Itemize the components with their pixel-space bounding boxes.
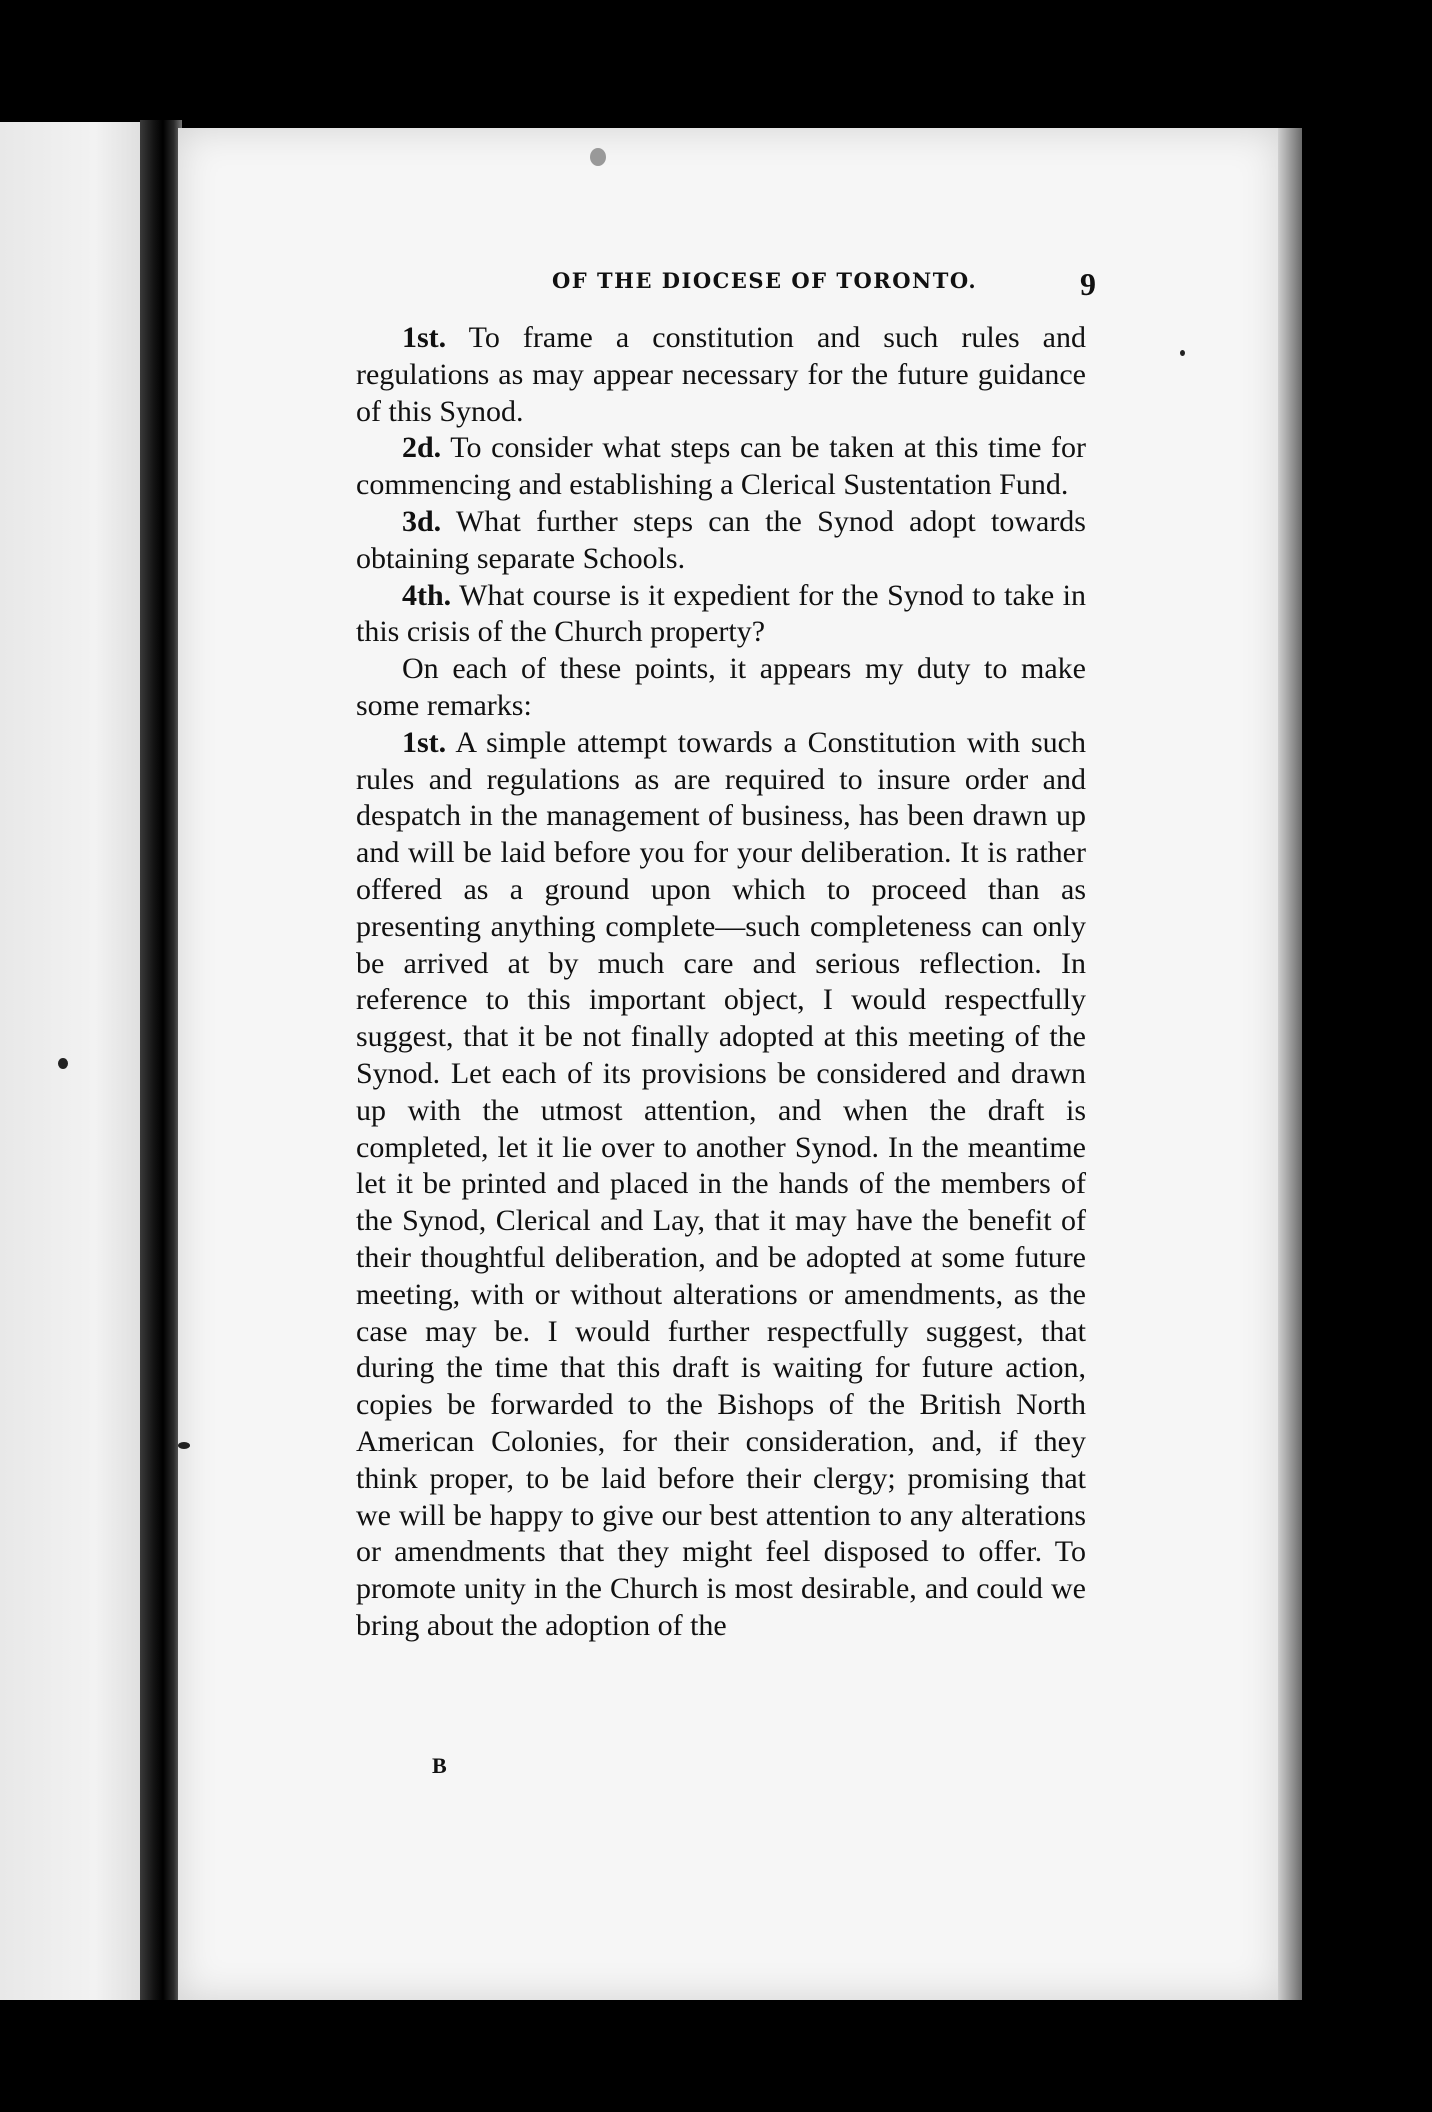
- paragraph: [356, 504, 1086, 578]
- paragraph-text: To consider what steps can be taken at this time for commencing and establishing a Clerical Sustentation Fund.: [356, 431, 1086, 502]
- item-label: 4th.: [402, 578, 452, 612]
- paragraph: [356, 320, 1086, 430]
- page-edge: [1278, 128, 1302, 2000]
- book-gutter: [140, 120, 182, 2000]
- left-facing-page: [0, 122, 158, 2000]
- ink-speck: [58, 1058, 68, 1069]
- item-label: 1st.: [402, 321, 447, 354]
- paragraph: [356, 725, 1086, 1645]
- signature-mark: B: [432, 1753, 447, 1778]
- item-label: 1st.: [402, 725, 447, 759]
- item-label: 2d.: [402, 431, 442, 465]
- ink-speck: [178, 1442, 190, 1449]
- paragraph: [356, 578, 1086, 652]
- paragraph-text: What further steps can the Synod adopt towards obtaining separate Schools.: [356, 504, 1086, 575]
- paragraph-text: A simple attempt towards a Constitution with such rules and regulations as are required to insure order and despatch in the management of business, has been drawn up and will be laid before you for your deliberation. It is rather offered as a ground upon which to proceed than as presenting anything complete—such completeness can only be arrived at by much care and serious reflection. In reference to this important object, I would respectfully suggest, that it be not finally adopted at this meeting of the Synod. Let each of its provisions be considered and drawn up with the utmost attention, and when the draft is completed, let it lie over to another Synod. In the meantime let it be printed and placed in the hands of the members of the Synod, Clerical and Lay, that it may have the benefit of their thoughtful deliberation, and be adopted at some future meeting, with or without alterations or amendments, as the case may be. I would further respectfully suggest, that during the time that this draft is waiting for future action, copies be forwarded to the Bishops of the British North American Colonies, for their consideration, and, if they think proper, to be laid before their clergy; promising that we will be happy to give our best attention to any alterations or amendments that they might feel disposed to offer. To promote unity in the Church is most desirable, and could we bring about the adoption of the: [356, 725, 1086, 1642]
- paragraph: [356, 430, 1086, 504]
- running-header: OF THE DIOCESE OF TORONTO.: [552, 268, 978, 293]
- ink-speck: [1180, 350, 1185, 356]
- paragraph: [356, 651, 1086, 725]
- ink-speck: [590, 148, 606, 166]
- item-label: 3d.: [402, 504, 442, 538]
- body-text: [356, 320, 1086, 1645]
- paragraph-text: To frame a constitution and such rules and regulations as may appear necessary for the future guidance of this Synod.: [356, 321, 1086, 428]
- paragraph-text: What course is it expedient for the Synod to take in this crisis of the Church property?: [356, 578, 1086, 649]
- paragraph-text: On each of these points, it appears my duty to make some remarks:: [356, 652, 1086, 722]
- page-number: 9: [1080, 266, 1096, 302]
